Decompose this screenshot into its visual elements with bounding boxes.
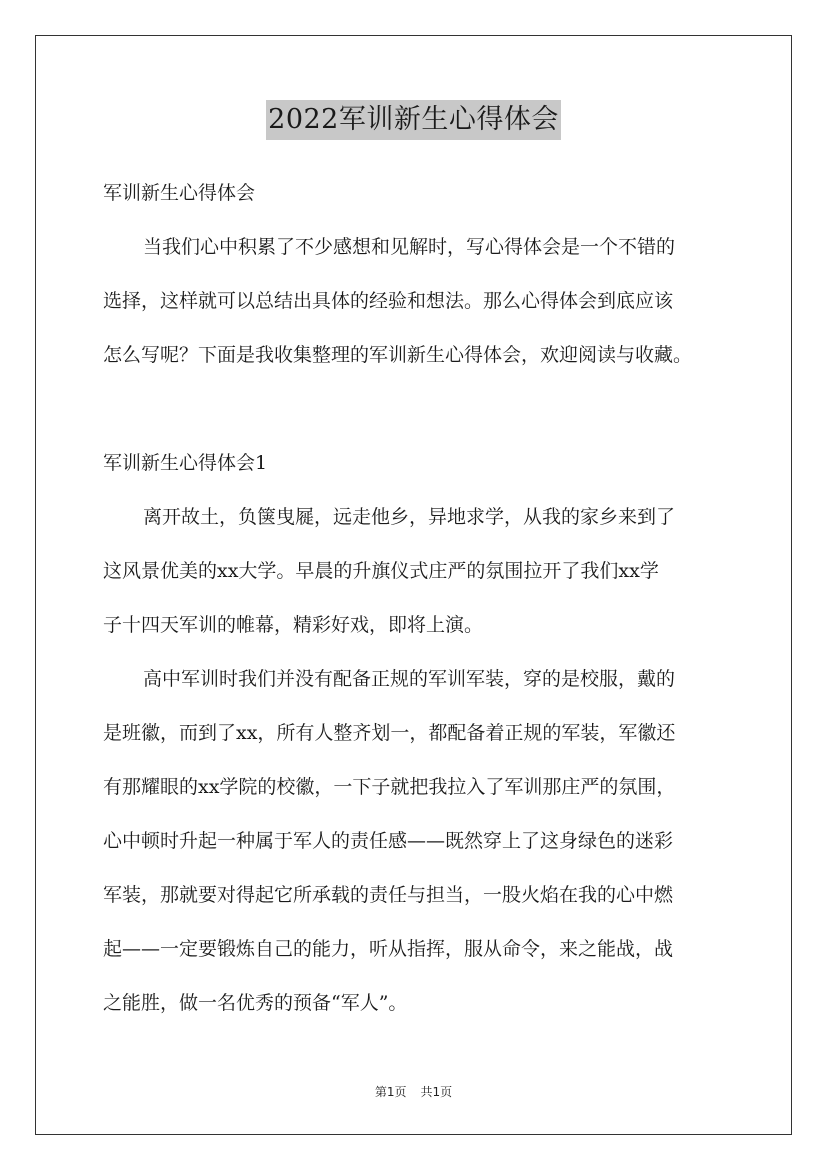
paragraph2-line-4: 心中顿时升起一种属于军人的责任感——既然穿上了这身绿色的迷彩 (103, 830, 674, 852)
paragraph1-line-1: 离开故土，负箧曳屣，远走他乡，异地求学，从我的家乡来到了 (143, 506, 676, 528)
paragraph2-line-6: 起——一定要锻炼自己的能力，听从指挥，服从命令，来之能战，战 (103, 938, 674, 960)
paragraph2-line-5: 军装，那就要对得起它所承载的责任与担当，一股火焰在我的心中燃 (103, 884, 674, 906)
page-number-current: 第1页 (374, 1085, 407, 1099)
intro-line-1: 当我们心中积累了不少感想和见解时，写心得体会是一个不错的 (143, 236, 676, 258)
paragraph2-line-1: 高中军训时我们并没有配备正规的军训军装，穿的是校服，戴的 (143, 668, 676, 690)
paragraph1-line-2: 这风景优美的xx大学。早晨的升旗仪式庄严的氛围拉开了我们xx学 (103, 560, 659, 582)
intro-line-2: 选择，这样就可以总结出具体的经验和想法。那么心得体会到底应该 (103, 290, 674, 312)
page-footer (0, 1083, 827, 1100)
document-body (103, 166, 728, 1030)
paragraph2-line-2: 是班徽，而到了xx，所有人整齐划一，都配备着正规的军装，军徽还 (103, 722, 676, 744)
document-title: 2022军训新生心得体会 (266, 100, 561, 140)
subtitle: 军训新生心得体会 (103, 182, 256, 204)
paragraph2-line-3: 有那耀眼的xx学院的校徽，一下子就把我拉入了军训那庄严的氛围， (103, 776, 676, 798)
paragraph1-line-3: 子十四天军训的帷幕，精彩好戏，即将上演。 (103, 614, 484, 636)
section-heading: 军训新生心得体会1 (103, 452, 268, 474)
paragraph2-line-7: 之能胜，做一名优秀的预备“军人”。 (103, 992, 408, 1014)
intro-line-3: 怎么写呢？下面是我收集整理的军训新生心得体会，欢迎阅读与收藏。 (103, 344, 693, 366)
title-container (0, 100, 827, 140)
section-spacer (103, 382, 728, 436)
page-number-total: 共1页 (420, 1085, 453, 1099)
